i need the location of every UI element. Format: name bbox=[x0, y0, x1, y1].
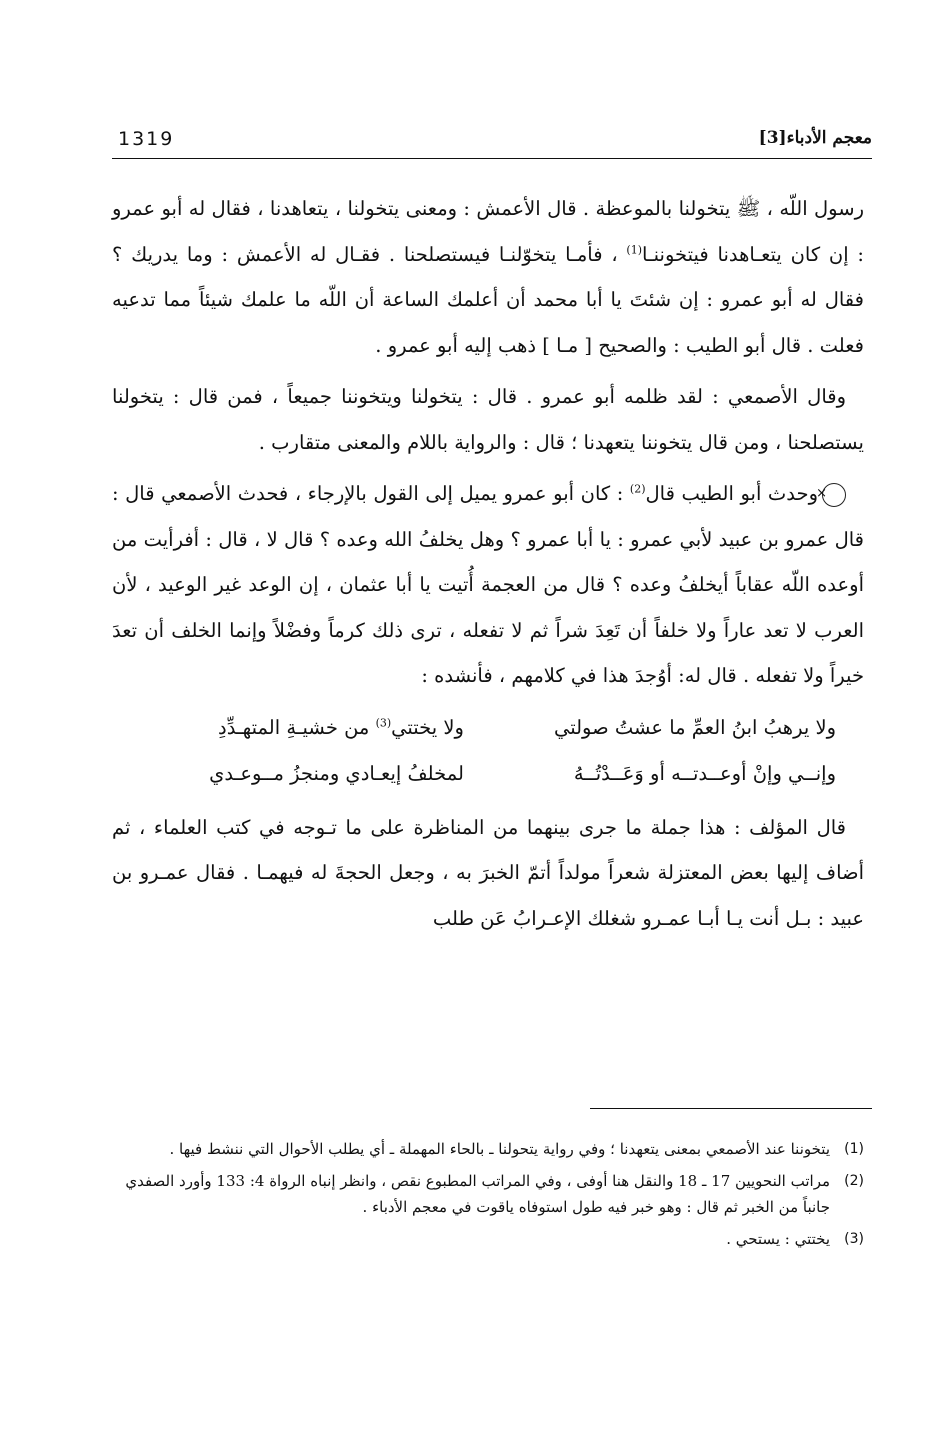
verse-1-second-text-a: ولا يختتي bbox=[391, 715, 464, 739]
footnote-1-mark: (1) bbox=[844, 1141, 864, 1157]
footnote-1-text: يتخوننا عند الأصمعي بمعنى يتعهدنا ؛ وفي رواية يتحولنا ـ بالحاء المهملة ـ أي يطلب الأحوال التي ننشط فيها . bbox=[169, 1140, 830, 1158]
footnote-ref-2[interactable]: (2) bbox=[629, 482, 646, 496]
paragraph-1-text-b: ، فأمـا يتخوّلنـا فيستصلحنا . فقـال له الأعمش : وما يدريك ؟ فقال له أبو عمرو : إن شئتَ يا أبا محمد أن أعلمك الساعة أن اللّه ما علمك شيئاً مما تدعيه فعلت . قال أبو الطيب : والصحيح [ مـا ] ذهب إليه أبو عمرو . bbox=[112, 242, 864, 357]
paragraph-3 bbox=[112, 471, 864, 699]
footnote-3-mark: (3) bbox=[844, 1231, 864, 1247]
verse-2-second-hemistich: لمخلفُ إيعـادي ومنجزُ مــوعـدي bbox=[209, 761, 464, 785]
page-header bbox=[112, 118, 872, 159]
paragraph-3-text-a: وحدث أبو الطيب قال bbox=[645, 482, 818, 505]
poem bbox=[112, 705, 864, 797]
footnote-3-text: يختتي : يستحي . bbox=[726, 1230, 830, 1248]
verse-1-second-text-b: من خشيـةِ المتهـدِّدِ bbox=[218, 715, 376, 739]
paragraph-2: وقال الأصمعي : لقد ظلمه أبو عمرو . قال : يتخولنا ويتخوننا جميعاً ، فمن قال : يتخولنا يستصلحنا ، ومن قال يتخوننا يتعهدنا ؛ قال : والرواية باللام والمعنى متقارب . bbox=[112, 385, 864, 454]
footnotes bbox=[112, 1136, 864, 1258]
verse-line-1 bbox=[112, 705, 864, 751]
footnote-2-text: مراتب النحويين 17 ـ 18 والنقل هنا أوفى ، وفي المراتب المطبوع نقص ، وانظر إنباه الرواة 4: 133 وأورد الصفدي جانباً من الخبر ثم قال : وهو خبر فيه طول استوفاه ياقوت في معجم الأدباء . bbox=[125, 1172, 830, 1216]
verse-2-first-hemistich: وإنــي وإنْ أوعــدتــه أو وَعَــدْتُــهُ bbox=[573, 761, 836, 785]
verse-1-second-hemistich bbox=[134, 705, 464, 751]
paragraph-3-text-b: : كان أبو عمرو يميل إلى القول بالإرجاء ، فحدث الأصمعي قال : قال عمرو بن عبيد لأبي عمرو : يا أبا عمرو ؟ وهل يخلفُ الله وعده ؟ قال لا ، قال : أفرأيت من أوعده اللّه عقاباً أيخلفُ وعده ؟ قال من العجمة أُتيت يا أبا عثمان ، إن الوعد غير الوعيد ، لأن العرب لا تعد عاراً ولا خلفاً أن تَعِدَ شراً ثم لا تفعله ، ترى ذلك كرماً وفضْلاً وإنما الخلف أن تعدَ خيراً ولا تفعله . قال له: أوُجدَ هذا في كلامهم ، فأنشده : bbox=[112, 482, 864, 687]
footnote-2-mark: (2) bbox=[844, 1173, 864, 1189]
verse-line-2 bbox=[112, 751, 864, 797]
marginal-marker-icon: × bbox=[822, 483, 846, 507]
running-title: معجم الأدباء[3] bbox=[758, 128, 872, 148]
footnote-ref-3[interactable]: (3) bbox=[375, 716, 392, 729]
page-number: 1319 bbox=[118, 128, 175, 150]
footnote-ref-1[interactable]: (1) bbox=[626, 243, 643, 256]
footnote-1 bbox=[112, 1136, 864, 1162]
footnote-2 bbox=[112, 1168, 864, 1220]
verse-1-first-hemistich: ولا يرهبُ ابنُ العمِّ ما عشتُ صولتي bbox=[553, 715, 836, 739]
footnote-3 bbox=[112, 1226, 864, 1252]
paragraph-4: قال المؤلف : هذا جملة ما جرى بينهما من المناظرة على ما تـوجه في كتب العلماء ، ثم أضاف إليها بعض المعتزلة شعراً مولداً أتمّ الخبرَ به ، وجعل الحجةَ له فيهمـا . فقال عمـرو بن عبيد : بـل أنت يـا أبـا عمـرو شغلك الإعـرابُ عَن طلب bbox=[112, 815, 864, 930]
main-text bbox=[112, 186, 864, 947]
footnote-separator bbox=[590, 1108, 872, 1109]
paragraph-1 bbox=[112, 186, 864, 368]
paragraph-1-text-a: رسول اللّه ، ﷺ يتخولنا بالموعظة . قال الأعمش : ومعنى يتخولنا ، يتعاهدنا ، فقال له أبو عمرو : إن كان يتعـاهدنا فيتخوننـا bbox=[112, 197, 864, 266]
